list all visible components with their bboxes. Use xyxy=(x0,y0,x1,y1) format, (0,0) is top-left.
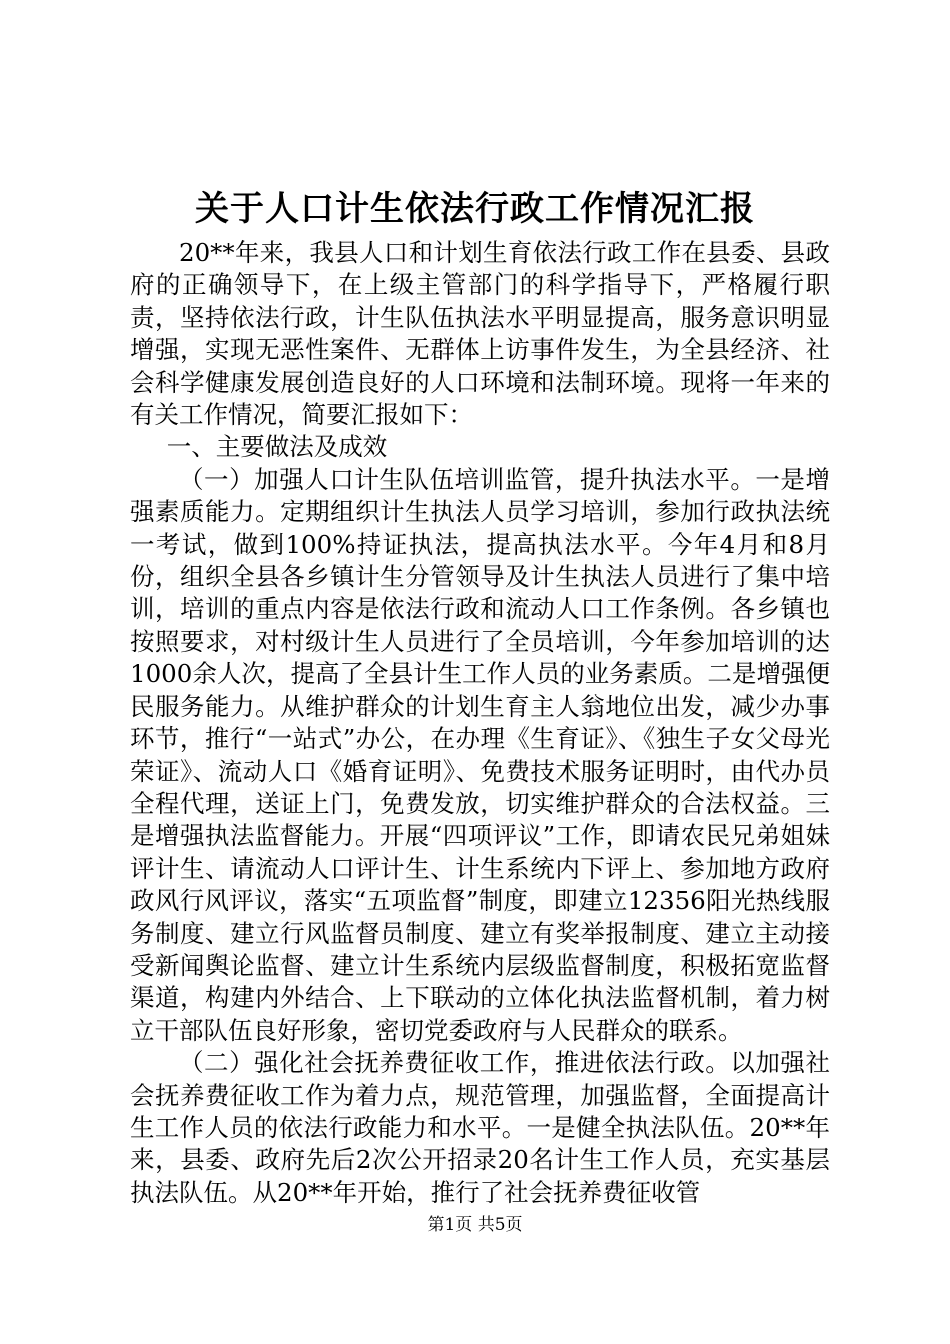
intro-paragraph: 20**年来，我县人口和计划生育依法行政工作在县委、县政府的正确领导下，在上级主管部门的科学指导下，严格履行职责，坚持依法行政，计生队伍执法水平明显提高，服务意识明显增强，实现无恶性案件、无群体上访事件发生，为全县经济、社会科学健康发展创造良好的人口环境和法制环境。现将一年来的有关工作情况，简要汇报如下： xyxy=(130,238,830,430)
document-title: 关于人口计生依法行政工作情况汇报 xyxy=(195,189,755,229)
subsection-1-paragraph: （一）加强人口计生队伍培训监管，提升执法水平。一是增强素质能力。定期组织计生执法人员学习培训，参加行政执法统一考试，做到100%持证执法，提高执法水平。今年4月和8月份，组织全县各乡镇计生分管领导及计生执法人员进行了集中培训，培训的重点内容是依法行政和流动人口工作条例。各乡镇也按照要求，对村级计生人员进行了全员培训，今年参加培训的达1000余人次，提高了全县计生工作人员的业务素质。二是增强便民服务能力。从维护群众的计划生育主人翁地位出发，减少办事环节，推行“一站式”办公，在办理《生育证》、《独生子女父母光荣证》、流动人口《婚育证明》、免费技术服务证明时，由代办员全程代理，送证上门，免费发放，切实维护群众的合法权益。三是增强执法监督能力。开展“四项评议”工作，即请农民兄弟姐妹评计生、请流动人口评计生、计生系统内下评上、参加地方政府政风行风评议，落实“五项监督”制度，即建立12356阳光热线服务制度、建立行风监督员制度、建立有奖举报制度、建立主动接受新闻舆论监督、建立计生系统内层级监督制度，积极拓宽监督渠道，构建内外结合、上下联动的立体化执法监督机制，着力树立干部队伍良好形象，密切党委政府与人民群众的联系。 xyxy=(130,464,830,1045)
document-body xyxy=(130,237,830,1209)
section-heading: 一、主要做法及成效 xyxy=(166,432,388,462)
subsection-2-paragraph: （二）强化社会抚养费征收工作，推进依法行政。以加强社会抚养费征收工作为着力点，规范管理，加强监督，全面提高计生工作人员的依法行政能力和水平。一是健全执法队伍。20**年来，县委、政府先后2次公开招录20名计生工作人员，充实基层执法队伍。从20**年开始，推行了社会抚养费征收管 xyxy=(130,1048,830,1207)
page-number-footer: 第1页 共5页 xyxy=(427,1215,523,1235)
